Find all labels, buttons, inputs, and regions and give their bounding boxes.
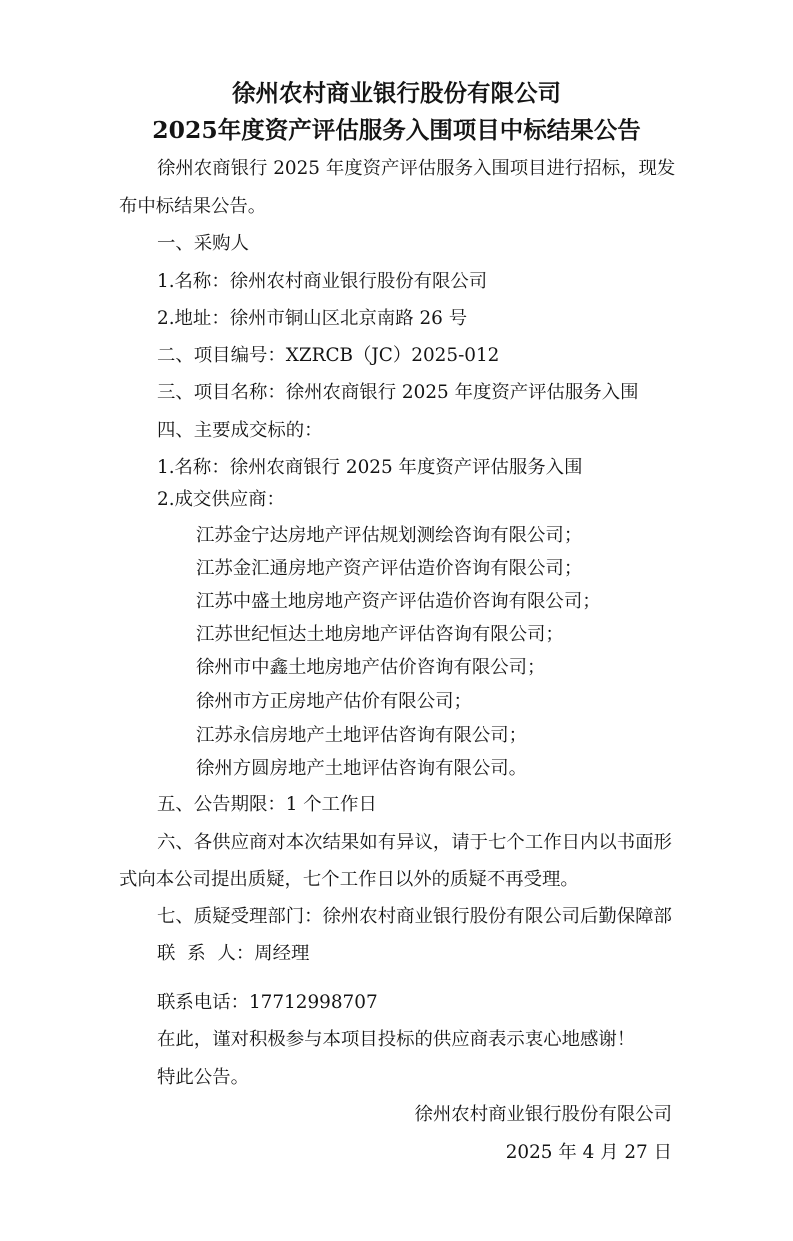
objection-department: 七、质疑受理部门：徐州农村商业银行股份有限公司后勤保障部 [157, 906, 672, 927]
objection-line-2: 式向本公司提出质疑，七个工作日以外的质疑不再受理。 [119, 869, 579, 890]
supplier-item: 江苏金宁达房地产评估规划测绘咨询有限公司； [196, 525, 583, 546]
purchaser-address: 2.地址：徐州市铜山区北京南路 26 号 [157, 308, 468, 329]
title-line-2: 2025年度资产评估服务入围项目中标结果公告 [152, 116, 641, 144]
project-name: 三、项目名称：徐州农商银行 2025 年度资产评估服务入围 [157, 382, 639, 403]
contact-person: 联 系 人：周经理 [157, 943, 310, 964]
contact-phone: 联系电话：17712998707 [157, 992, 378, 1013]
section-4-heading: 四、主要成交标的： [157, 420, 323, 441]
supplier-item: 徐州市中鑫土地房地产估价咨询有限公司； [196, 657, 546, 678]
project-number: 二、项目编号：XZRCB（JC）2025-012 [157, 345, 500, 366]
signature-organization: 徐州农村商业银行股份有限公司 [414, 1104, 672, 1125]
subject-name: 1.名称：徐州农商银行 2025 年度资产评估服务入围 [157, 457, 583, 478]
supplier-item: 江苏世纪恒达土地房地产评估咨询有限公司； [196, 624, 564, 645]
closing-text: 特此公告。 [157, 1067, 249, 1088]
purchaser-name: 1.名称：徐州农村商业银行股份有限公司 [157, 271, 488, 292]
signature-date: 2025 年 4 月 27 日 [505, 1142, 672, 1163]
objection-line-1: 六、各供应商对本次结果如有异议，请于七个工作日内以书面形 [157, 832, 672, 853]
intro-line-1: 徐州农商银行 2025 年度资产评估服务入围项目进行招标，现发 [157, 158, 676, 179]
supplier-item: 江苏金汇通房地产资产评估造价咨询有限公司； [196, 558, 583, 579]
suppliers-heading: 2.成交供应商： [157, 489, 285, 510]
supplier-item: 徐州市方正房地产估价有限公司； [196, 691, 472, 712]
supplier-item: 徐州方圆房地产土地评估咨询有限公司。 [196, 758, 528, 779]
title-line-1: 徐州农村商业银行股份有限公司 [232, 79, 561, 107]
notice-period: 五、公告期限：1 个工作日 [157, 794, 377, 815]
section-1-heading: 一、采购人 [157, 233, 249, 254]
thanks-text: 在此，谨对积极参与本项目投标的供应商表示衷心地感谢！ [157, 1029, 636, 1050]
intro-line-2: 布中标结果公告。 [119, 196, 267, 217]
supplier-item: 江苏永信房地产土地评估咨询有限公司； [196, 725, 528, 746]
supplier-item: 江苏中盛土地房地产资产评估造价咨询有限公司； [196, 591, 601, 612]
